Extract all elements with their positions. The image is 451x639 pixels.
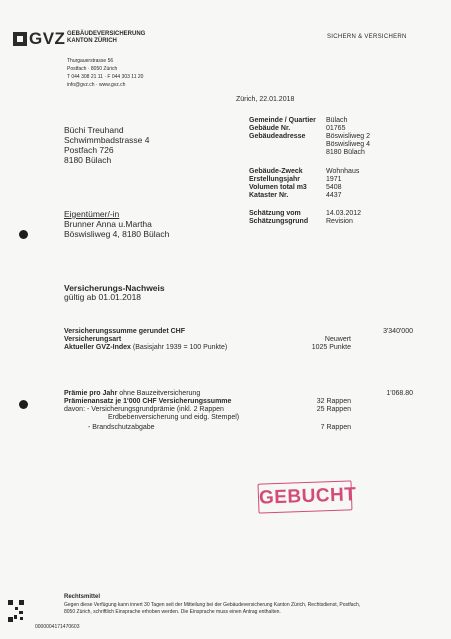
punch-hole-bottom (19, 400, 28, 409)
type-value: Neuwert (324, 336, 351, 343)
type-label: Versicherungsart (64, 336, 122, 343)
qr-code-icon (8, 600, 24, 622)
value-building-no: 01765 (326, 125, 346, 132)
fire-protection-value: 7 Rappen (320, 424, 351, 431)
label-address: Gebäudeadresse (249, 133, 306, 140)
index-label (64, 344, 227, 353)
value-address-1: Böswisliweg 2 (326, 133, 370, 140)
label-volume: Volumen total m3 (249, 184, 307, 191)
legal-line1: Gegen diese Verfügung kann innert 30 Tagen seit der Mitteilung bei der Gebäudeversicherung Kanton Zürich, Rechtsdienst, Postfach, (64, 602, 361, 608)
date-line: Zürich, 22.01.2018 (236, 96, 295, 103)
index-label-bold: Aktueller GVZ-Index (64, 344, 131, 351)
basic-premium-label-cont: Erdbebenversicherung und eidg. Stempel) (108, 414, 240, 421)
label-year: Erstellungsjahr (249, 176, 300, 183)
index-value: 1025 Punkte (311, 344, 351, 351)
premium-value: 1'068.80 (386, 390, 413, 397)
recipient-line3: Postfach 726 (64, 145, 114, 155)
value-community: Bülach (326, 117, 348, 124)
recipient-line1: Büchi Treuhand (64, 125, 124, 135)
document-subtitle: gültig ab 01.01.2018 (64, 292, 142, 302)
label-building-no: Gebäude Nr. (249, 125, 291, 132)
value-cadastre: 4437 (326, 192, 342, 199)
slogan: SICHERN & VERSICHERN (327, 34, 407, 40)
recipient-line4: 8180 Bülach (64, 155, 112, 165)
owner-name: Brunner Anna u.Martha (64, 219, 152, 229)
label-cadastre: Kataster Nr. (249, 192, 289, 199)
booked-stamp: GEBUCHT (258, 480, 353, 513)
basic-premium-label: davon: - Versicherungsgrundprämie (inkl. 2 Rappen (64, 406, 224, 413)
value-estimate-reason: Revision (326, 218, 353, 225)
logo-text: GVZ (29, 29, 66, 48)
recipient-line2: Schwimmbadstrasse 4 (64, 135, 150, 145)
owner-address: Böswisliweg 4, 8180 Bülach (64, 229, 170, 239)
org-name-line2: KANTON ZÜRICH (67, 38, 117, 44)
premium-label-rest: ohne Bauzeitversicherung (119, 390, 201, 397)
sender-web: info@gvz.ch · www.gvz.ch (67, 82, 126, 88)
legal-title: Rechtsmittel (64, 594, 101, 600)
document-id: 0000004171470603 (35, 624, 80, 630)
sender-postbox: Postfach · 8050 Zürich (67, 66, 118, 72)
gvz-logo-icon (13, 32, 27, 46)
label-estimate-reason: Schätzungsgrund (249, 218, 309, 225)
label-community: Gemeinde / Quartier (249, 117, 316, 124)
sender-street: Thurgauerstrasse 56 (67, 58, 114, 64)
value-estimate-date: 14.03.2012 (326, 210, 362, 217)
owner-label: Eigentümer/-in (64, 209, 120, 219)
value-volume: 5408 (326, 184, 342, 191)
value-purpose: Wohnhaus (326, 168, 360, 175)
index-label-rest: (Basisjahr 1939 = 100 Punkte) (132, 344, 228, 351)
fire-protection-label: - Brandschutzabgabe (88, 424, 155, 431)
sender-phone: T 044 308 21 11 · F 044 303 11 20 (67, 74, 144, 80)
premium-label-bold: Prämie pro Jahr (64, 390, 118, 397)
value-year: 1971 (326, 176, 342, 183)
label-purpose: Gebäude-Zweck (249, 168, 303, 175)
rate-value: 32 Rappen (316, 398, 351, 405)
sum-label: Versicherungssumme gerundet CHF (64, 328, 185, 335)
label-estimate-date: Schätzung vom (249, 210, 301, 217)
legal-line2: 8050 Zürich, schriftlich Einsprache erhoben werden. Die Einsprache muss einen Antrag enthalten. (64, 609, 281, 615)
value-address-3: 8180 Bülach (326, 149, 365, 156)
document-title: Versicherungs-Nachweis (64, 283, 165, 293)
sum-value: 3'340'000 (383, 328, 413, 335)
org-name-line1: GEBÄUDEVERSICHERUNG (67, 31, 146, 37)
punch-hole-top (19, 230, 28, 239)
value-address-2: Böswisliweg 4 (326, 141, 370, 148)
rate-label: Prämienansatz je 1'000 CHF Versicherungssumme (64, 398, 232, 405)
basic-premium-value: 25 Rappen (316, 406, 351, 413)
